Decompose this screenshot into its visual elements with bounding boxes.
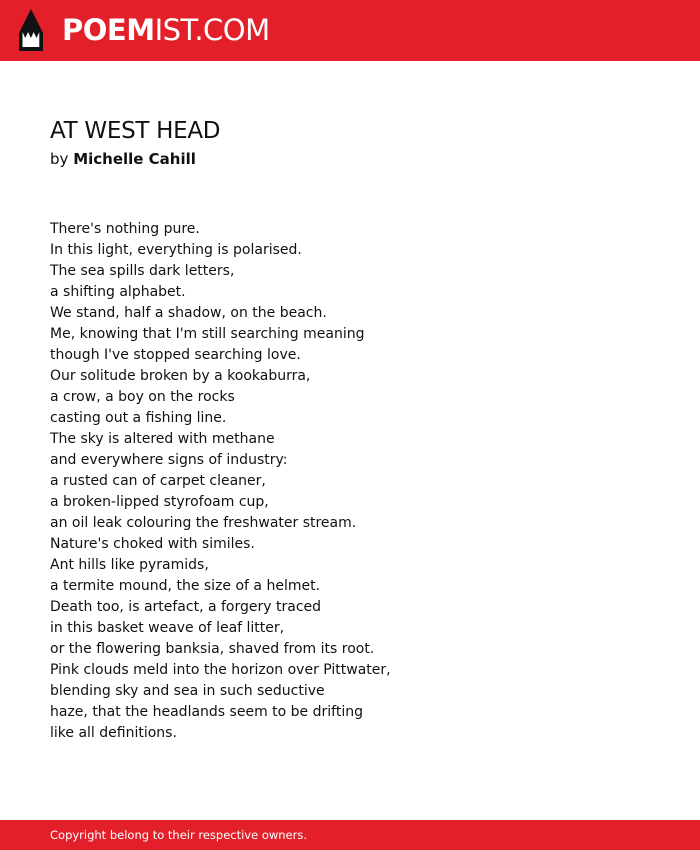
poem-line: and everywhere signs of industry: [50,452,288,468]
poem-line: a crow, a boy on the rocks [50,389,235,405]
poem-line: like all definitions. [50,725,177,741]
poem-line: a termite mound, the size of a helmet. [50,578,321,594]
poem-line: Me, knowing that I'm still searching meaning [50,326,365,342]
site-logo[interactable] [62,13,270,47]
poem-line: casting out a fishing line. [50,410,227,426]
poem-line: Nature's choked with similes. [50,536,255,552]
logo-light-text: IST.COM [154,13,270,47]
poem-line: The sky is altered with methane [50,431,275,447]
site-header [0,0,700,61]
copyright-text: Copyright belong to their respective owners. [50,828,308,842]
poem-line: Our solitude broken by a kookaburra, [50,368,311,384]
poem-line: a rusted can of carpet cleaner, [50,473,266,489]
poem-line: In this light, everything is polarised. [50,242,302,258]
byline-prefix: by [50,150,69,168]
poem-line: a broken-lipped styrofoam cup, [50,494,269,510]
site-footer [0,820,700,850]
poem-line: Ant hills like pyramids, [50,557,209,573]
poem-line: There's nothing pure. [50,221,200,237]
author-name: Michelle Cahill [73,150,196,168]
poem-line: in this basket weave of leaf litter, [50,620,285,636]
poem-line: though I've stopped searching love. [50,347,301,363]
poem-line: We stand, half a shadow, on the beach. [50,305,327,321]
poem-line: a shifting alphabet. [50,284,186,300]
poem-line: The sea spills dark letters, [50,263,235,279]
poem-byline [50,149,196,169]
pencil-icon[interactable] [18,9,44,51]
poem-line: haze, that the headlands seem to be drifting [50,704,363,720]
poem-line: Pink clouds meld into the horizon over Pittwater, [50,662,391,678]
poem-line: blending sky and sea in such seductive [50,683,325,699]
poem-line: Death too, is artefact, a forgery traced [50,599,322,615]
poem-line: an oil leak colouring the freshwater stream. [50,515,357,531]
poem-title: AT WEST HEAD [50,118,221,144]
poem-body [50,219,391,744]
logo-bold-text: POEM [62,13,155,47]
poem-line: or the flowering banksia, shaved from its root. [50,641,375,657]
